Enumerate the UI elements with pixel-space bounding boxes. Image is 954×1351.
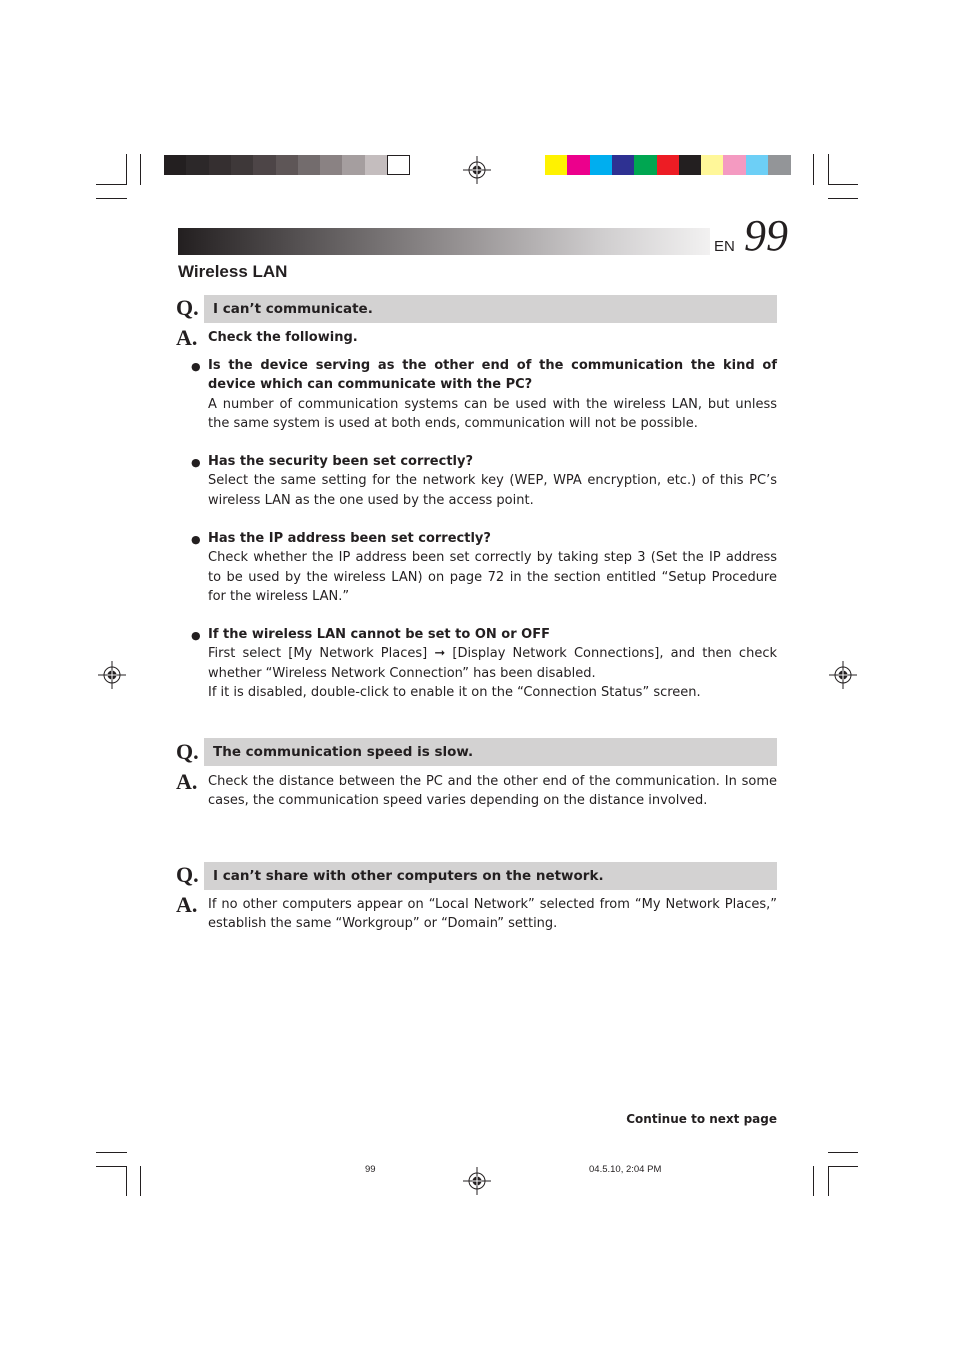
question-mark-label: Q. [176, 862, 199, 887]
slug-page-number: 99 [365, 1164, 376, 1175]
color-swatch [701, 155, 724, 175]
item-heading: If the wireless LAN cannot be set to ON or OFF [208, 627, 550, 642]
color-swatch [612, 155, 635, 175]
continue-note: Continue to next page [626, 1112, 777, 1126]
registration-mark-top-icon [463, 156, 491, 184]
question-mark-label: Q. [176, 295, 199, 320]
item-text: If it is disabled, double-click to enable it on the “Connection Status” screen. [208, 684, 701, 700]
item-text-part: [Display Network Connections], and then check whether “Wireless Network Connection” has been disabled. [208, 646, 777, 681]
question-text: The communication speed is slow. [213, 744, 474, 760]
item-heading: Has the security been set correctly? [208, 454, 474, 469]
list-item [208, 625, 777, 702]
color-swatch [209, 155, 232, 175]
item-heading: Has the IP address been set correctly? [208, 531, 491, 546]
section-title: Wireless LAN [178, 262, 288, 281]
color-swatch [320, 155, 343, 175]
color-swatch [746, 155, 769, 175]
item-text: Select the same setting for the network key (WEP, WPA encryption, etc.) of this PC’s wireless LAN as the one used by the access point. [208, 473, 777, 508]
bullet-icon: ● [191, 456, 201, 469]
color-swatch [253, 155, 276, 175]
item-text: Check whether the IP address been set correctly by taking step 3 (Set the IP address to be used by the wireless LAN) on page 72 in the section entitled “Setup Procedure for the wireless LAN.” [208, 550, 777, 604]
registration-mark-left-icon [98, 661, 126, 689]
color-swatch [723, 155, 746, 175]
language-label: EN [714, 238, 735, 255]
list-item [208, 452, 777, 510]
answer-mark-label: A. [176, 325, 198, 350]
color-swatch [590, 155, 613, 175]
registration-mark-bottom-icon [463, 1167, 491, 1195]
question-text: I can’t share with other computers on the network. [213, 868, 604, 884]
answer-mark-label: A. [176, 769, 198, 794]
list-item [208, 356, 777, 433]
list-item [208, 529, 777, 606]
bullet-icon: ● [191, 360, 201, 373]
question-bar [204, 738, 777, 766]
color-swatch [657, 155, 680, 175]
color-swatch [768, 155, 791, 175]
right-arrow-icon: ➞ [434, 646, 446, 662]
color-swatch [545, 155, 568, 175]
color-swatch [342, 155, 365, 175]
color-swatch [186, 155, 209, 175]
question-mark-label: Q. [176, 739, 199, 764]
item-text-part: First select [My Network Places] [208, 646, 428, 662]
answer-text: If no other computers appear on “Local Network” selected from “My Network Places,” establish the same “Workgroup” or “Domain” setting. [208, 897, 777, 932]
bullet-icon: ● [191, 533, 201, 546]
color-swatch [276, 155, 299, 175]
color-swatch [231, 155, 254, 175]
color-swatch [387, 155, 410, 175]
color-swatch [365, 155, 388, 175]
answer-mark-label: A. [176, 892, 198, 917]
page-number: 99 [744, 211, 788, 260]
item-heading: Is the device serving as the other end of the communication the kind of device which can communicate with the PC? [208, 358, 777, 393]
color-swatch [567, 155, 590, 175]
slug-timestamp: 04.5.10, 2:04 PM [589, 1164, 662, 1175]
color-swatch [164, 155, 187, 175]
header-gradient-bar [178, 228, 710, 255]
color-swatch [634, 155, 657, 175]
question-text: I can’t communicate. [213, 301, 373, 317]
bullet-icon: ● [191, 629, 201, 642]
question-bar [204, 862, 777, 890]
answer-intro: Check the following. [208, 330, 358, 345]
answer-text: Check the distance between the PC and the other end of the communication. In some cases, the communication speed varies depending on the distance involved. [208, 774, 777, 809]
registration-mark-right-icon [829, 661, 857, 689]
question-bar [204, 295, 777, 323]
item-text [208, 644, 777, 683]
color-swatch [679, 155, 702, 175]
item-text: A number of communication systems can be used with the wireless LAN, but unless the same system is used at both ends, communication will not be possible. [208, 396, 777, 431]
color-swatch [298, 155, 321, 175]
